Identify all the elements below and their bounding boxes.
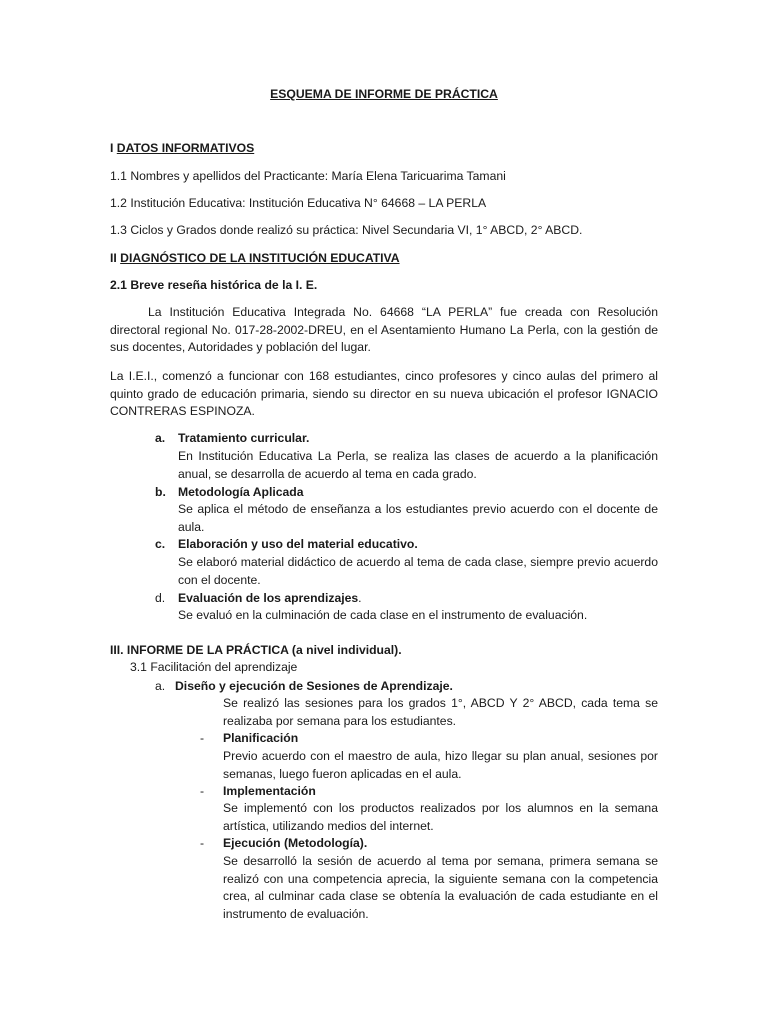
bullet-dash-1: -	[200, 731, 205, 745]
section-1-title: DATOS INFORMATIVOS	[116, 141, 255, 155]
list-letter-b: b.	[155, 485, 166, 499]
bullet-text-2: Se implementó con los productos realizados por los alumnos en la semana artística, utilizando medios del internet.	[223, 801, 658, 833]
bullet-text-3: Se desarrolló la sesión de acuerdo al tema por semana, primera semana se realizó con una competencia aprecia, la siguiente semana con la competencia crea, al culminar cada clase se obtenía la evaluación de cada estudiante en el instrumento de evaluación.	[223, 854, 658, 921]
section-2-paragraph-2: La I.E.I., comenzó a funcionar con 168 estudiantes, cinco profesores y cinco aulas del primero al quinto grado de educación primaria, siendo su director en su nueva ubicación el profesor IGNACIO CONTRERAS ESPINOZA.	[110, 369, 658, 419]
bullet-dash-3: -	[200, 836, 205, 850]
section-3-item-title: Diseño y ejecución de Sesiones de Aprendizaje.	[175, 679, 453, 693]
section-1-item-1: 1.1 Nombres y apellidos del Practicante: María Elena Taricuarima Tamani	[110, 169, 506, 183]
list-title-d-wrap	[178, 590, 362, 608]
bullet-title-3: Ejecución (Metodología).	[223, 836, 368, 850]
list-text-a: En Institución Educativa La Perla, se realiza las clases de acuerdo a la planificación anual, se desarrolla de acuerdo al tema en cada grado.	[178, 449, 658, 481]
bullet-text-1: Previo acuerdo con el maestro de aula, hizo llegar su plan anual, sesiones por semanas, luego fueron aplicadas en el aula.	[223, 749, 658, 781]
section-2-prefix: II	[110, 251, 121, 265]
section-3-subheading-text: 3.1 Facilitación del aprendizaje	[130, 660, 298, 674]
section-3-item-text: Se realizó las sesiones para los grados 1°, ABCD Y 2° ABCD, cada tema se realizaba por semana para los estudiantes.	[223, 696, 658, 728]
list-letter-c: c.	[155, 537, 166, 551]
section-3-heading: III. INFORME DE LA PRÁCTICA (a nivel individual).	[110, 643, 402, 657]
document-title: ESQUEMA DE INFORME DE PRÁCTICA	[270, 87, 498, 101]
bullet-title-2: Implementación	[223, 784, 316, 798]
list-text-c: Se elaboró material didáctico de acuerdo al tema de cada clase, siempre previo acuerdo con el docente.	[178, 555, 658, 587]
list-letter-a: a.	[155, 431, 166, 445]
section-3-item-letter: a.	[155, 679, 166, 693]
section-2-heading	[110, 250, 400, 268]
section-2-subheading: 2.1 Breve reseña histórica de la I. E.	[110, 278, 318, 292]
section-2-title: DIAGNÓSTICO DE LA INSTITUCIÓN EDUCATIVA	[120, 251, 400, 265]
section-1-heading	[110, 140, 254, 158]
list-text-d: Se evaluó en la culminación de cada clase en el instrumento de evaluación.	[178, 608, 588, 622]
section-1-item-2: 1.2 Institución Educativa: Institución Educativa N° 64668 – LA PERLA	[110, 196, 487, 210]
bullet-title-1: Planificación	[223, 731, 299, 745]
list-title-d-suffix: .	[358, 591, 362, 605]
section-2-paragraph-1: La Institución Educativa Integrada No. 64668 “LA PERLA” fue creada con Resolución directoral regional No. 017-28-2002-DREU, en el Asentamiento Humano La Perla, con la gestión de sus docentes, Autoridades y población del lugar.	[110, 305, 658, 355]
list-title-a: Tratamiento curricular.	[178, 431, 310, 445]
list-title-b: Metodología Aplicada	[178, 485, 304, 499]
section-3-subheading	[130, 659, 297, 677]
list-title-c: Elaboración y uso del material educativo.	[178, 537, 418, 551]
list-text-b: Se aplica el método de enseñanza a los estudiantes previo acuerdo con el docente de aula.	[178, 502, 658, 534]
bullet-dash-2: -	[200, 784, 205, 798]
section-1-prefix: I	[110, 141, 117, 155]
section-1-item-3: 1.3 Ciclos y Grados donde realizó su práctica: Nivel Secundaria VI, 1° ABCD, 2° ABCD.	[110, 223, 583, 237]
list-letter-d: d.	[155, 591, 166, 605]
list-title-d: Evaluación de los aprendizajes	[178, 591, 359, 605]
